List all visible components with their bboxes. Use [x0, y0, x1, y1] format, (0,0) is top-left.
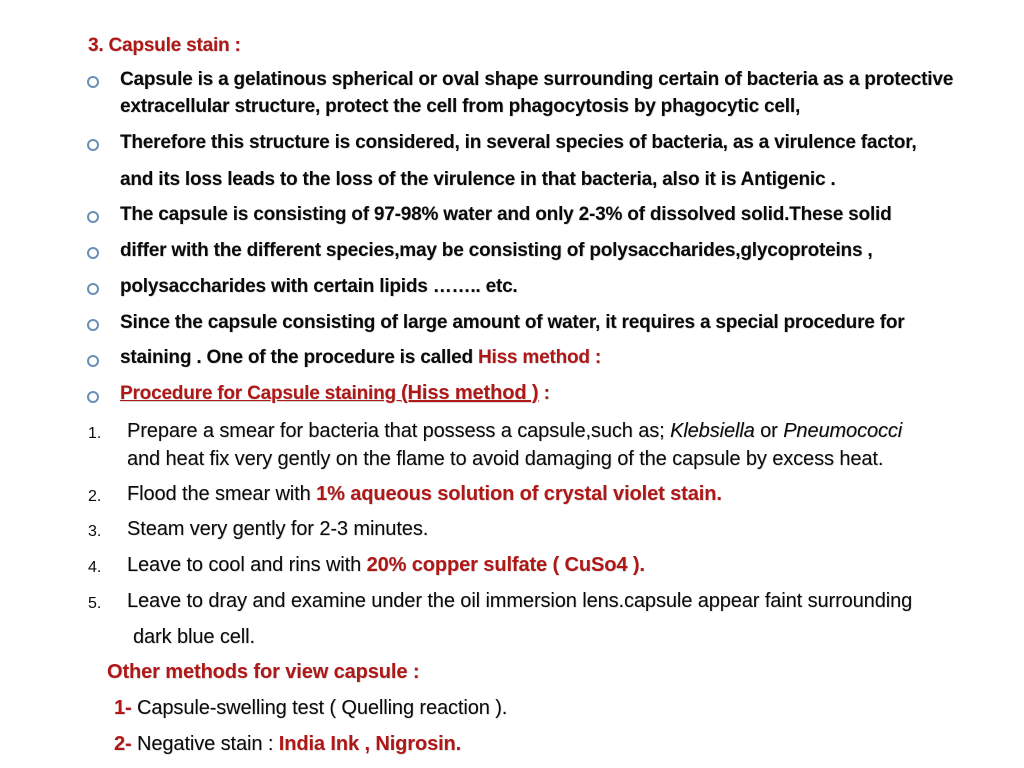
bullet-text-cont: and its loss leads to the loss of the virulence in that bacteria, also it is Antigenic . — [120, 169, 836, 190]
step-text — [127, 420, 902, 443]
other-method-item — [114, 697, 507, 720]
bullet-icon — [87, 139, 99, 151]
step-number: 5. — [88, 595, 102, 612]
other-method-text: Capsule-swelling test ( Quelling reaction ). — [137, 697, 508, 719]
other-method-text: Negative stain : — [137, 733, 279, 755]
other-method-item — [114, 733, 461, 756]
bullet-icon — [87, 76, 99, 88]
bullet-text-plain: staining . One of the procedure is called — [120, 347, 478, 368]
bullet-text: The capsule is consisting of 97-98% water and only 2-3% of dissolved solid.These solid — [120, 204, 892, 225]
bullet-text: Therefore this structure is considered, in several species of bacteria, as a virulence factor, — [120, 132, 917, 153]
procedure-heading — [120, 382, 550, 405]
step-text-cont: and heat fix very gently on the flame to avoid damaging of the capsule by excess heat. — [127, 448, 884, 470]
negative-stain-highlight: India Ink , Nigrosin. — [278, 733, 462, 755]
species-pneumococci: Pneumococci — [783, 420, 903, 442]
procedure-heading-label: Procedure for Capsule staining — [120, 383, 401, 404]
step-text: Leave to dray and examine under the oil immersion lens.capsule appear faint surrounding — [127, 590, 913, 612]
bullet-text: Since the capsule consisting of large amount of water, it requires a special procedure for — [120, 312, 905, 333]
step-text-cont: dark blue cell. — [133, 626, 255, 648]
copper-sulfate-highlight: 20% copper sulfate ( CuSo4 ). — [366, 554, 645, 576]
bullet-icon — [87, 211, 99, 223]
bullet-text-cont: extracellular structure, protect the cell from phagocytosis by phagocytic cell, — [120, 96, 801, 117]
step-text-plain: Prepare a smear for bacteria that possess a capsule,such as; — [127, 420, 671, 442]
step-text — [127, 483, 722, 506]
crystal-violet-highlight: 1% aqueous solution of crystal violet stain. — [316, 483, 722, 505]
step-text-or: or — [754, 420, 784, 442]
step-text-plain: Leave to cool and rins with — [127, 554, 367, 576]
other-methods-heading: Other methods for view capsule : — [107, 661, 420, 683]
bullet-icon — [87, 283, 99, 295]
procedure-heading-colon: : — [538, 383, 550, 404]
step-number: 3. — [88, 523, 102, 540]
section-heading: 3. Capsule stain : — [88, 35, 241, 56]
bullet-icon — [87, 355, 99, 367]
bullet-text: Capsule is a gelatinous spherical or oval shape surrounding certain of bacteria as a protective — [120, 69, 954, 90]
hiss-method-highlight: Hiss method : — [477, 347, 601, 368]
step-text — [127, 554, 645, 577]
step-number: 4. — [88, 559, 102, 576]
bullet-icon — [87, 391, 99, 403]
bullet-text: polysaccharides with certain lipids …….. etc. — [120, 276, 518, 297]
step-number: 1. — [88, 425, 102, 442]
step-text: Steam very gently for 2-3 minutes. — [127, 518, 429, 540]
bullet-icon — [87, 247, 99, 259]
bullet-text — [120, 347, 601, 369]
step-number: 2. — [88, 488, 102, 505]
procedure-heading-method: (Hiss method ) — [400, 382, 539, 404]
bullet-text: differ with the different species,may be consisting of polysaccharides,glycoproteins , — [120, 240, 873, 261]
bullet-icon — [87, 319, 99, 331]
other-method-number: 2- — [114, 733, 138, 755]
species-klebsiella: Klebsiella — [670, 420, 755, 442]
step-text-plain: Flood the smear with — [127, 483, 317, 505]
other-method-number: 1- — [114, 697, 138, 719]
